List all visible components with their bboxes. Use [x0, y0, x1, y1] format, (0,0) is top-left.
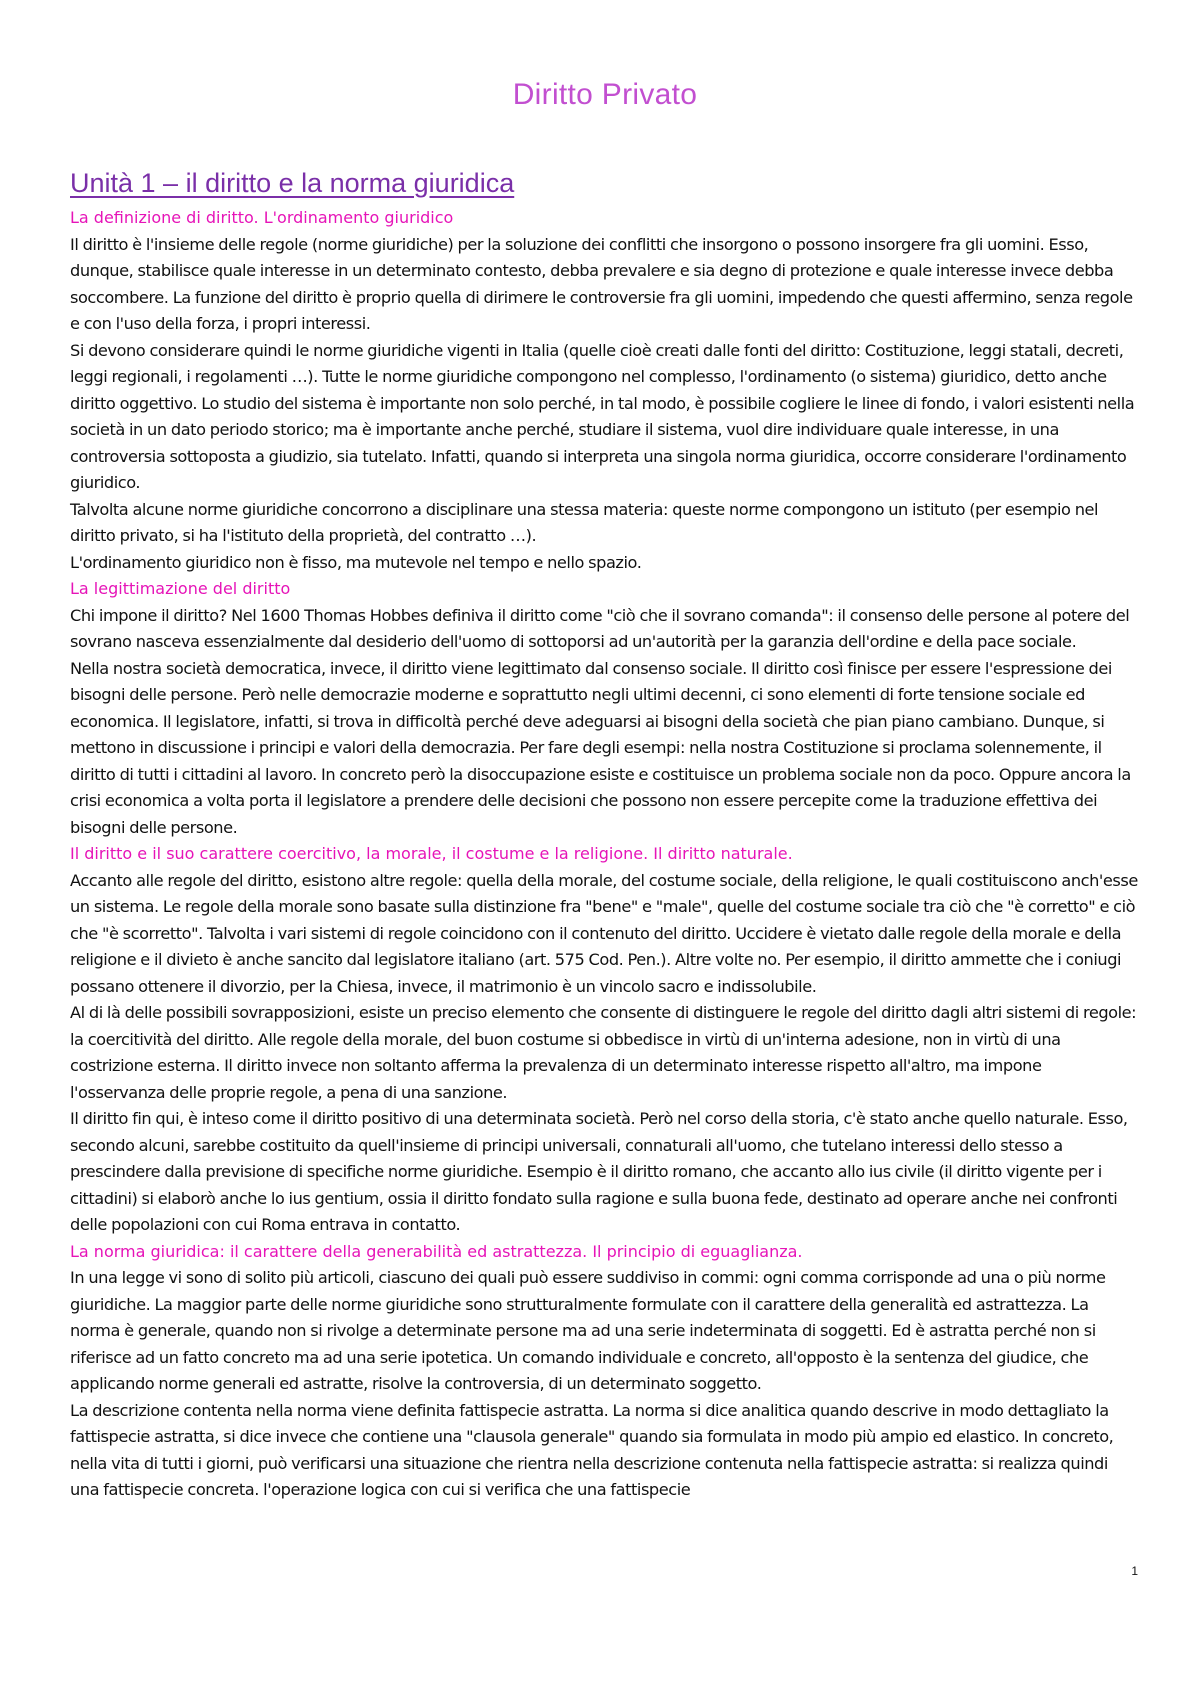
paragraph: L'ordinamento giuridico non è fisso, ma mutevole nel tempo e nello spazio.: [70, 552, 642, 572]
section-heading: Il diritto e il suo carattere coercitivo, la morale, il costume e la religione. Il diritto naturale.: [70, 844, 793, 863]
section-definizione: [70, 205, 1140, 576]
page-number: 1: [1131, 1564, 1138, 1578]
paragraph: Talvolta alcune norme giuridiche concorrono a disciplinare una stessa materia: queste norme compongono un istituto (per esempio nel diritto privato, si ha l'istituto della proprietà, del contratto …).: [70, 499, 1099, 545]
paragraph: Il diritto fin qui, è inteso come il diritto positivo di una determinata società. Però nel corso della storia, c'è stato anche quello naturale. Esso, secondo alcuni, sarebbe costituito da quell'insieme di principi universali, connaturali all'uomo, che tutelano interessi dello stesso a prescindere dalla previsione di specifiche norme giuridiche. Esempio è il diritto romano, che accanto allo ius civile (il diritto vigente per i cittadini) si elaborò anche lo ius gentium, ossia il diritto fondato sulla ragione e sulla buona fede, destinato ad operare anche nei confronti delle popolazioni con cui Roma entrava in contatto.: [70, 1109, 1128, 1234]
document-page: [70, 70, 1140, 1504]
section-legittimazione: [70, 576, 1140, 841]
section-heading: La norma giuridica: il carattere della generabilità ed astrattezza. Il principio di eguaglianza.: [70, 1241, 803, 1261]
unit-title: Unità 1 – il diritto e la norma giuridica: [70, 168, 515, 198]
paragraph: Chi impone il diritto? Nel 1600 Thomas Hobbes definiva il diritto come "ciò che il sovrano comanda": il consenso delle persone al potere del sovrano nasceva essenzialmente dal desiderio dell'uomo di sottoporsi ad un'autorità per la garanzia dell'ordine e della pace sociale.: [70, 605, 1130, 651]
paragraph: La descrizione contenta nella norma viene definita fattispecie astratta. La norma si dice analitica quando descrive in modo dettagliato la fattispecie astratta, si dice invece che contiene una "clausola generale" quando sia formulata in modo più ampio ed elastico. In concreto, nella vita di tutti i giorni, può verificarsi una situazione che rientra nella descrizione contenuta nella fattispecie astratta: si realizza quindi una fattispecie concreta. l'operazione logica con cui si verifica che una fattispecie: [70, 1400, 1114, 1499]
paragraph: Al di là delle possibili sovrapposizioni, esiste un preciso elemento che consente di distinguere le regole del diritto dagli altri sistemi di regole: la coercitività del diritto. Alle regole della morale, del buon costume si obbedisce in virtù di un'interna adesione, non in virtù di una costrizione esterna. Il diritto invece non soltanto afferma la prevalenza di un determinato interesse rispetto all'altro, ma impone l'osservanza delle proprie regole, a pena di una sanzione.: [70, 1003, 1137, 1102]
paragraph: Il diritto è l'insieme delle regole (norme giuridiche) per la soluzione dei conflitti che insorgono o possono insorgere fra gli uomini. Esso, dunque, stabilisce quale interesse in un determinato contesto, debba prevalere e sia degno di protezione e quale interesse invece debba soccombere. La funzione del diritto è proprio quella di dirimere le controversie fra gli uomini, impedendo che questi affermino, senza regole e con l'uso della forza, i propri interessi.: [70, 234, 1133, 333]
paragraph: In una legge vi sono di solito più articoli, ciascuno dei quali può essere suddiviso in commi: ogni comma corrisponde ad una o più norme giuridiche. La maggior parte delle norme giuridiche sono strutturalmente formulate con il carattere della generalità ed astrattezza. La norma è generale, quando non si rivolge a determinate persone ma ad una serie indeterminata di soggetti. Ed è astratta perché non si riferisce ad un fatto concreto ma ad una serie ipotetica. Un comando individuale e concreto, all'opposto è la sentenza del giudice, che applicando norme generali ed astratte, risolve la controversia, di un determinato soggetto.: [70, 1268, 1106, 1393]
section-coercitivo: [70, 841, 1140, 1239]
section-heading: La definizione di diritto. L'ordinamento giuridico: [70, 208, 454, 227]
paragraph: Nella nostra società democratica, invece, il diritto viene legittimato dal consenso sociale. Il diritto così finisce per essere l'espressione dei bisogni delle persone. Però nelle democrazie moderne e soprattutto negli ultimi decenni, ci sono elementi di forte tensione sociale ed economica. Il legislatore, infatti, si trova in difficoltà perché deve adeguarsi ai bisogni della società che pian piano cambiano. Dunque, si mettono in discussione i principi e valori della democrazia. Per fare degli esempi: nella nostra Costituzione si proclama solennemente, il diritto di tutti i cittadini al lavoro. In concreto però la disoccupazione esiste e costituisce un problema sociale non da poco. Oppure ancora la crisi economica a volta porta il legislatore a prendere delle decisioni che possono non essere percepite come la traduzione effettiva dei bisogni delle persone.: [70, 658, 1131, 837]
section-heading: La legittimazione del diritto: [70, 579, 291, 598]
section-norma-giuridica: [70, 1239, 1140, 1504]
paragraph: Accanto alle regole del diritto, esistono altre regole: quella della morale, del costume sociale, della religione, le quali costituiscono anch'esse un sistema. Le regole della morale sono basate sulla distinzione fra "bene" e "male", quelle del costume sociale tra ciò che "è corretto" e ciò che "è scorretto". Talvolta i vari sistemi di regole coincidono con il contenuto del diritto. Uccidere è vietato dalle regole della morale e della religione e il divieto è anche sancito dal legislatore italiano (art. 575 Cod. Pen.). Altre volte no. Per esempio, il diritto ammette che i coniugi possano ottenere il divorzio, per la Chiesa, invece, il matrimonio è un vincolo sacro e indissolubile.: [70, 870, 1138, 996]
paragraph: Si devono considerare quindi le norme giuridiche vigenti in Italia (quelle cioè creati dalle fonti del diritto: Costituzione, leggi statali, decreti, leggi regionali, i regolamenti …). Tutte le norme giuridiche compongono nel complesso, l'ordinamento (o sistema) giuridico, detto anche diritto oggettivo. Lo studio del sistema è importante non solo perché, in tal modo, è possibile cogliere le linee di fondo, i valori esistenti nella società in un dato periodo storico; ma è importante anche perché, studiare il sistema, vuol dire individuare quale interesse, in una controversia sottoposta a giudizio, sia tutelato. Infatti, quando si interpreta una singola norma giuridica, occorre considerare l'ordinamento giuridico.: [70, 340, 1135, 492]
document-title: Diritto Privato: [512, 78, 698, 111]
